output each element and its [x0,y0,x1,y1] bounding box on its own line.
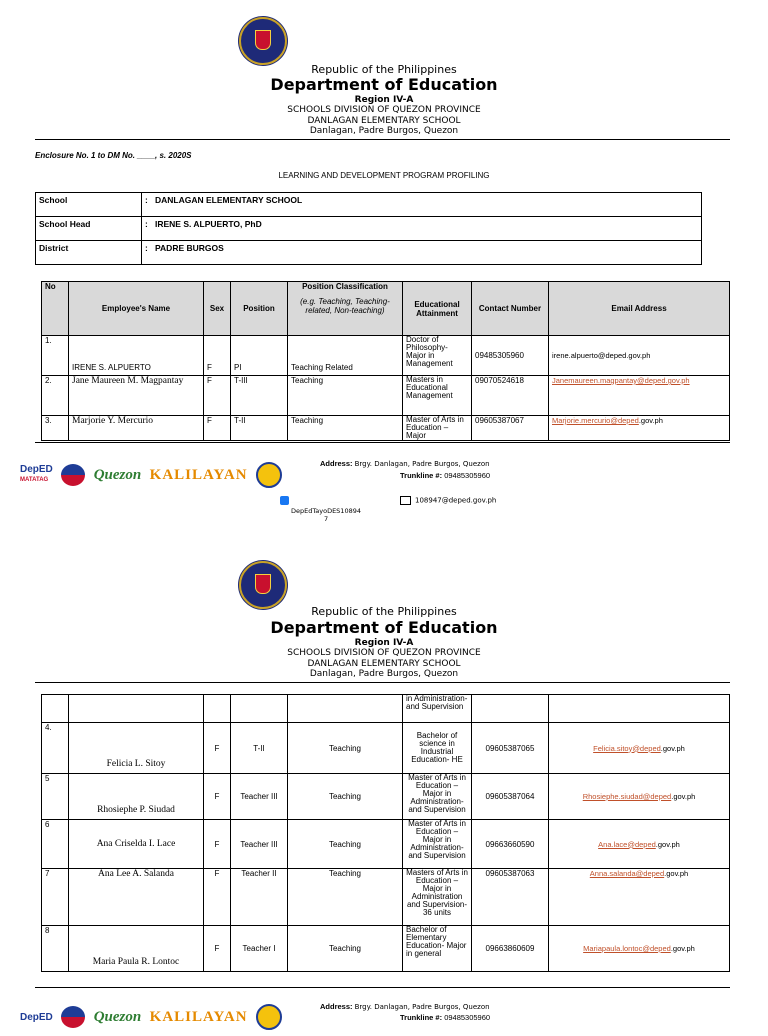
address-label: Address: [320,1002,353,1011]
school-logo-icon [256,462,282,488]
table-row [42,376,730,416]
location-text: Danlagan, Padre Burgos, Quezon [309,126,459,136]
cell-position: Teacher I [231,926,288,972]
info-label: School [36,193,142,217]
cell-classification: Teaching [288,820,403,869]
col-contact: Contact Number [472,282,549,336]
info-sep: : [142,217,153,241]
cell-position: T-II [231,723,288,774]
cell-classification: Teaching [288,416,403,441]
table-row [42,820,730,869]
info-value: DANLAGAN ELEMENTARY SCHOOL [152,193,702,217]
cell-sex: F [204,820,231,869]
col-education: Educational Attainment [403,282,472,336]
cell-name: Marjorie Y. Mercurio [69,416,204,441]
cell-name: Jane Maureen M. Magpantay [69,376,204,416]
col-sex: Sex [204,282,231,336]
deped-logo: DepED [20,1011,53,1023]
cell-no: 8 [42,926,69,972]
cell-sex: F [204,376,231,416]
cell-education: Masters in Educational Management [403,376,472,416]
facebook-text-cont: 7 [324,515,329,523]
cell-name: Rhosiephe P. Siudad [69,774,204,820]
cell-classification: Teaching [288,774,403,820]
deped-seal-icon [239,17,287,65]
cell-email [549,869,730,926]
cell-email [549,723,730,774]
cell-position: Teacher III [231,820,288,869]
table-row [42,416,730,441]
footer-trunkline [400,471,490,480]
bagong-pilipinas-logo-icon [61,464,85,486]
cell-education: Master of Arts in Education – Major [403,416,472,441]
trunkline-value: 09485305960 [444,1013,491,1022]
deped-matatag-logo [20,465,53,485]
cell-name: Felicia L. Sitoy [69,723,204,774]
footer-logos [20,1004,286,1036]
trunkline-label: Trunkline #: [400,471,443,480]
col-classification [288,282,403,336]
cell-no: 7 [42,869,69,926]
cell-name [69,695,204,723]
employee-table-continued [41,694,730,972]
address-label: Address: [320,459,353,468]
employee-table [41,281,730,441]
cell-education: Masters of Arts in Education – Major in Administration and Supervision- 36 units [403,869,472,926]
cell-sex: F [204,336,231,376]
col-no: No [42,282,69,336]
footer-trunkline [400,1013,490,1022]
table-row [42,869,730,926]
col-classification-label: Position Classification [302,282,388,291]
cell-contact: 09663660590 [472,820,549,869]
cell-no [42,695,69,723]
cell-sex [204,695,231,723]
cell-email [549,695,730,723]
cell-sex: F [204,774,231,820]
cell-email [549,416,730,441]
cell-contact: 09605387065 [472,723,549,774]
table-row [42,336,730,376]
footer-logos [20,462,286,494]
cell-contact: 09605387063 [472,869,549,926]
cell-email [549,774,730,820]
cell-education: Doctor of Philosophy- Major in Management [403,336,472,376]
enclosure-text: Enclosure No. 1 to DM No. ____, s. 2020S [35,151,192,160]
division-text: SCHOOLS DIVISION OF QUEZON PROVINCE [287,648,481,658]
cell-no: 2. [42,376,69,416]
cell-sex: F [204,869,231,926]
email-link[interactable]: Marjorie.mercurio@deped [552,416,639,425]
cell-position [231,695,288,723]
cell-classification: Teaching [288,376,403,416]
facebook-text: DepEdTayoDES10894 [291,507,361,515]
table-header-row [42,282,730,336]
email-link[interactable]: Anna.salanda@deped [589,869,665,878]
deped-logo-text: DepED [20,464,53,475]
cell-name: Maria Paula R. Lontoc [69,926,204,972]
kalilayan-logo: KALILAYAN [149,466,248,483]
cell-no: 6 [42,820,69,869]
cell-email [549,820,730,869]
deped-quezon-logo: Quezon [93,466,142,483]
footer-address [320,459,490,468]
cell-position: T-III [231,376,288,416]
cell-classification: Teaching [288,723,403,774]
table-row [42,723,730,774]
cell-contact: 09605387064 [472,774,549,820]
address-value: Brgy. Danlagan, Padre Burgos, Quezon [354,1003,490,1011]
trunkline-label: Trunkline #: [400,1013,443,1022]
info-row-head [36,217,702,241]
cell-contact: 09605387067 [472,416,549,441]
department-title: Department of Education [270,75,498,94]
deped-seal-icon [239,561,287,609]
cell-no: 1. [42,336,69,376]
location-text: Danlagan, Padre Burgos, Quezon [309,669,459,679]
deped-quezon-logo: Quezon [93,1008,142,1025]
header-divider [35,682,730,683]
cell-position: Teacher III [231,774,288,820]
email-domain: .gov.ph [655,839,680,849]
cell-email [549,376,730,416]
cell-contact: 09663860609 [472,926,549,972]
cell-name: IRENE S. ALPUERTO [69,336,204,376]
cell-classification [288,695,403,723]
cell-no: 4. [42,723,69,774]
region-text: Region IV-A [354,638,414,648]
cell-classification: Teaching Related [288,336,403,376]
cell-name: Ana Lee A. Salanda [69,869,204,926]
header-divider [35,139,730,140]
col-email: Email Address [549,282,730,336]
email-domain: .gov.ph [664,869,689,878]
info-row-school [36,193,702,217]
trunkline-value: 09485305960 [444,471,491,480]
document-title: LEARNING AND DEVELOPMENT PROGRAM PROFILING [278,171,490,180]
cell-education: Bachelor of Elementary Education- Major in general [403,926,472,972]
email-domain: .gov.ph [671,792,696,801]
info-value: IRENE S. ALPUERTO, PhD [152,217,702,241]
cell-classification: Teaching [288,869,403,926]
division-text: SCHOOLS DIVISION OF QUEZON PROVINCE [287,105,481,115]
cell-no: 5 [42,774,69,820]
email-domain: .gov.ph [638,416,663,425]
cell-contact [472,695,549,723]
email-link[interactable]: Rhosiephe.siudad@deped [582,792,672,801]
cell-position: T-II [231,416,288,441]
table-row-continuation [42,695,730,723]
footer-email-text: 108947@deped.gov.ph [415,496,497,505]
bagong-pilipinas-logo-icon [61,1006,85,1028]
cell-email [549,336,730,376]
cell-education: in Administration- and Supervision [403,695,472,723]
cell-position: Teacher II [231,869,288,926]
facebook-icon [280,496,289,505]
col-classification-note: (e.g. Teaching, Teaching-related, Non-teaching) [300,297,390,315]
cell-position: PI [231,336,288,376]
info-label: District [36,241,142,265]
cell-education: Master of Arts in Education – Major in Administration- and Supervision [403,820,472,869]
school-text: DANLAGAN ELEMENTARY SCHOOL [307,659,461,669]
email-link[interactable]: Ana.lace@deped [598,839,656,849]
email-link[interactable]: Felicia.sitoy@deped [593,743,661,753]
info-label: School Head [36,217,142,241]
cell-name: Ana Criselda I. Lace [69,820,204,869]
email-domain: irene.alpuerto@deped.gov.ph [552,351,651,360]
cell-contact: 09485305960 [472,336,549,376]
col-position: Position [231,282,288,336]
address-value: Brgy. Danlagan, Padre Burgos, Quezon [354,460,490,468]
email-domain: .gov.ph [660,743,685,753]
cell-education: Bachelor of science in Industrial Education- HE [403,723,472,774]
email-link[interactable]: Mariapaula.lontoc@deped [583,944,671,953]
republic-text: Republic of the Philippines [311,63,457,76]
email-domain: .gov.ph [670,944,695,953]
school-text: DANLAGAN ELEMENTARY SCHOOL [307,116,461,126]
footer-email[interactable] [400,496,496,505]
cell-contact: 09070524618 [472,376,549,416]
cell-email [549,926,730,972]
info-sep: : [142,241,153,265]
matatag-logo-text: MATATAG [20,477,49,483]
footer-divider [35,987,730,988]
info-row-district [36,241,702,265]
footer-divider [35,442,730,443]
facebook-page[interactable] [291,507,361,523]
cell-sex: F [204,926,231,972]
cell-no: 3. [42,416,69,441]
col-name: Employee's Name [69,282,204,336]
school-info-table [35,192,702,265]
region-text: Region IV-A [354,95,414,105]
cell-classification: Teaching [288,926,403,972]
table-row [42,926,730,972]
envelope-icon [400,496,411,505]
footer-address [320,1002,490,1011]
school-logo-icon [256,1004,282,1030]
cell-education: Master of Arts in Education – Major in Administration- and Supervision [403,774,472,820]
info-sep: : [142,193,153,217]
kalilayan-logo: KALILAYAN [149,1008,248,1025]
cell-sex: F [204,416,231,441]
department-title: Department of Education [270,618,498,637]
table-row [42,774,730,820]
info-value: PADRE BURGOS [152,241,702,265]
republic-text: Republic of the Philippines [311,605,457,618]
cell-sex: F [204,723,231,774]
email-link[interactable]: Janemaureen.magpantay@deped.gov.ph [552,376,690,385]
